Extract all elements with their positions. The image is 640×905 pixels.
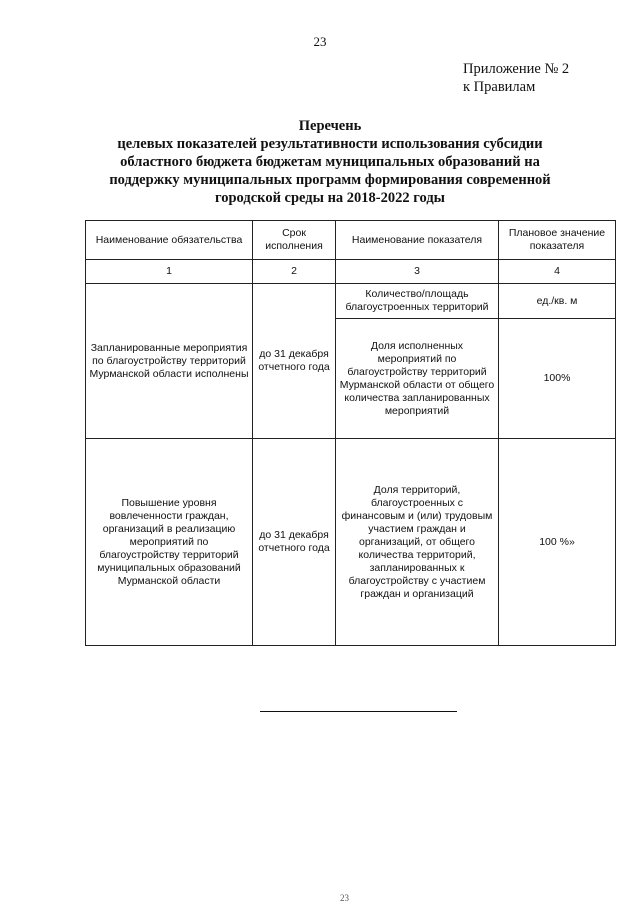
header-planned-value: Плановое значение показателя [499,221,616,260]
table-row [86,284,616,319]
col-number-3: 3 [336,260,499,284]
header-deadline: Срок исполнения [253,221,336,260]
col-number-4: 4 [499,260,616,284]
document-title [90,117,570,207]
closing-divider [260,711,457,712]
appendix-line-2: к Правилам [463,79,536,95]
indicator-name-cell: Доля исполненных мероприятий по благоустройству территорий Мурманской области от общего количества запланированных мероприятий [336,319,499,439]
header-obligation: Наименование обязательства [86,221,253,260]
title-heading: Перечень [298,118,362,134]
column-number-row [86,260,616,284]
header-indicator-name: Наименование показателя [336,221,499,260]
planned-value-cell: 100% [499,319,616,439]
indicator-name-cell: Доля территорий, благоустроенных с финансовым и (или) трудовым участием граждан и организаций, от общего количества территорий, запланированных к благоустройству с участием граждан и организаций [336,439,499,646]
title-line-1: целевых показателей результативности использования субсидии [117,136,543,152]
indicators-table [85,220,616,646]
appendix-note [463,60,569,96]
indicator-name-cell: Количество/площадь благоустроенных территорий [336,284,499,319]
title-line-4: городской среды на 2018-2022 годы [215,190,445,206]
obligation-cell: Повышение уровня вовлеченности граждан, организаций в реализацию мероприятий по благоустройству территорий муниципальных образований Мурманской области [86,439,253,646]
deadline-cell: до 31 декабря отчетного года [253,284,336,439]
planned-value-cell: ед./кв. м [499,284,616,319]
obligation-cell: Запланированные мероприятия по благоустройству территорий Мурманской области исполнены [86,284,253,439]
page-number: 23 [313,34,327,49]
deadline-cell: до 31 декабря отчетного года [253,439,336,646]
planned-value-cell: 100 %» [499,439,616,646]
col-number-2: 2 [253,260,336,284]
table-row [86,439,616,646]
appendix-line-1: Приложение № 2 [463,61,570,77]
table-header-row [86,221,616,260]
col-number-1: 1 [86,260,253,284]
title-line-3: поддержку муниципальных программ формирования современной [109,172,551,188]
footer-mark: 23 [340,893,349,903]
title-line-2: областного бюджета бюджетам муниципальных образований на [120,154,540,170]
